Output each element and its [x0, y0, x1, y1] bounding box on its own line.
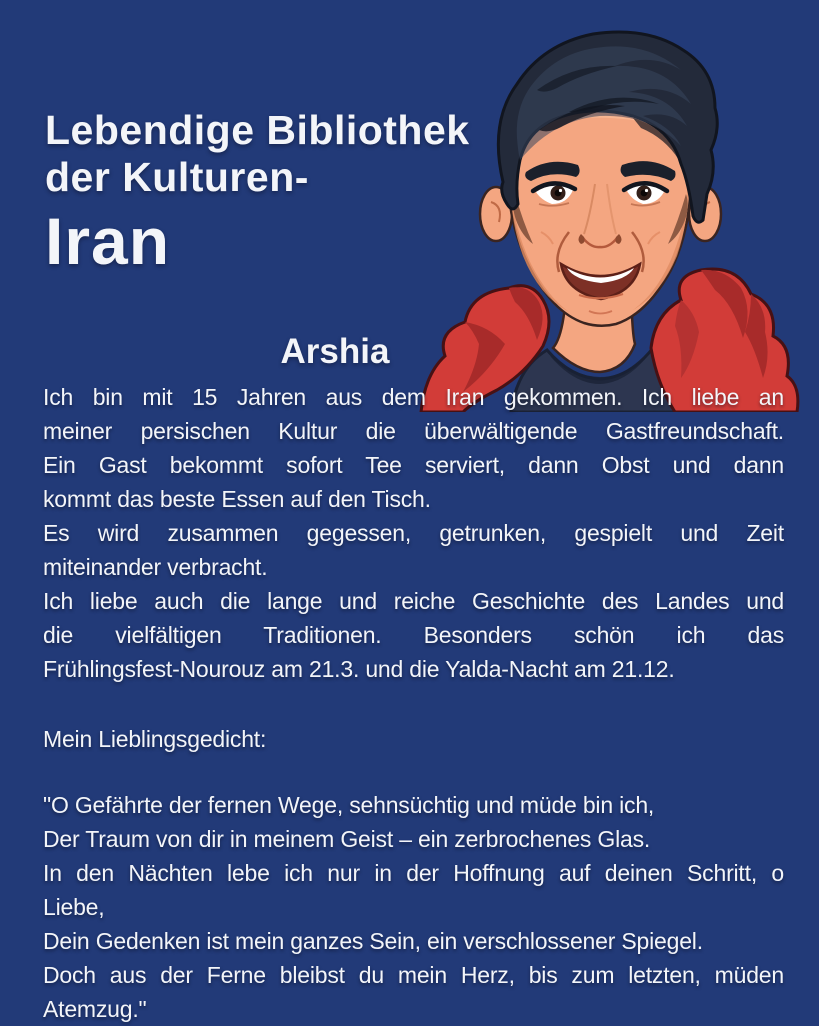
text-line: Ich bin mit 15 Jahren aus dem Iran gekommen. Ich liebe an	[43, 384, 784, 410]
poem	[43, 788, 784, 1026]
person-name: Arshia	[280, 332, 390, 371]
text-line: In den Nächten lebe ich nur in der Hoffnung auf deinen Schritt, o	[43, 860, 784, 886]
text-line: kommt das beste Essen auf den Tisch.	[43, 486, 431, 512]
text-line: die vielfältigen Traditionen. Besonders schön ich das	[43, 622, 784, 648]
bio-paragraph	[43, 380, 784, 686]
bio-text	[43, 380, 784, 1026]
text-line: Doch aus der Ferne bleibst du mein Herz, bis zum letzten, müden	[43, 962, 784, 988]
title-line2: der Kulturen-	[45, 154, 309, 201]
text-line: "O Gefährte der fernen Wege, sehnsüchtig und müde bin ich,	[43, 792, 655, 818]
text-line: miteinander verbracht.	[43, 554, 268, 580]
text-line: Atemzug."	[43, 996, 147, 1022]
text-line: Dein Gedenken ist mein ganzes Sein, ein verschlossener Spiegel.	[43, 928, 703, 954]
title-country: Iran	[45, 204, 171, 279]
text-line: Mein Lieblingsgedicht:	[43, 726, 267, 752]
text-line: Ein Gast bekommt sofort Tee serviert, dann Obst und dann	[43, 452, 784, 478]
title-line1: Lebendige Bibliothek	[45, 107, 470, 154]
text-line: meiner persischen Kultur die überwältigende Gastfreundschaft.	[43, 418, 784, 444]
text-line: Es wird zusammen gegessen, getrunken, gespielt und Zeit	[43, 520, 784, 546]
text-line: Frühlingsfest-Nourouz am 21.3. und die Yalda-Nacht am 21.12.	[43, 656, 675, 682]
text-line: Der Traum von dir in meinem Geist – ein zerbrochenes Glas.	[43, 826, 651, 852]
text-line: Ich liebe auch die lange und reiche Geschichte des Landes und	[43, 588, 784, 614]
text-line: Liebe,	[43, 894, 105, 920]
page-title	[45, 107, 470, 279]
poem-intro	[43, 722, 784, 756]
